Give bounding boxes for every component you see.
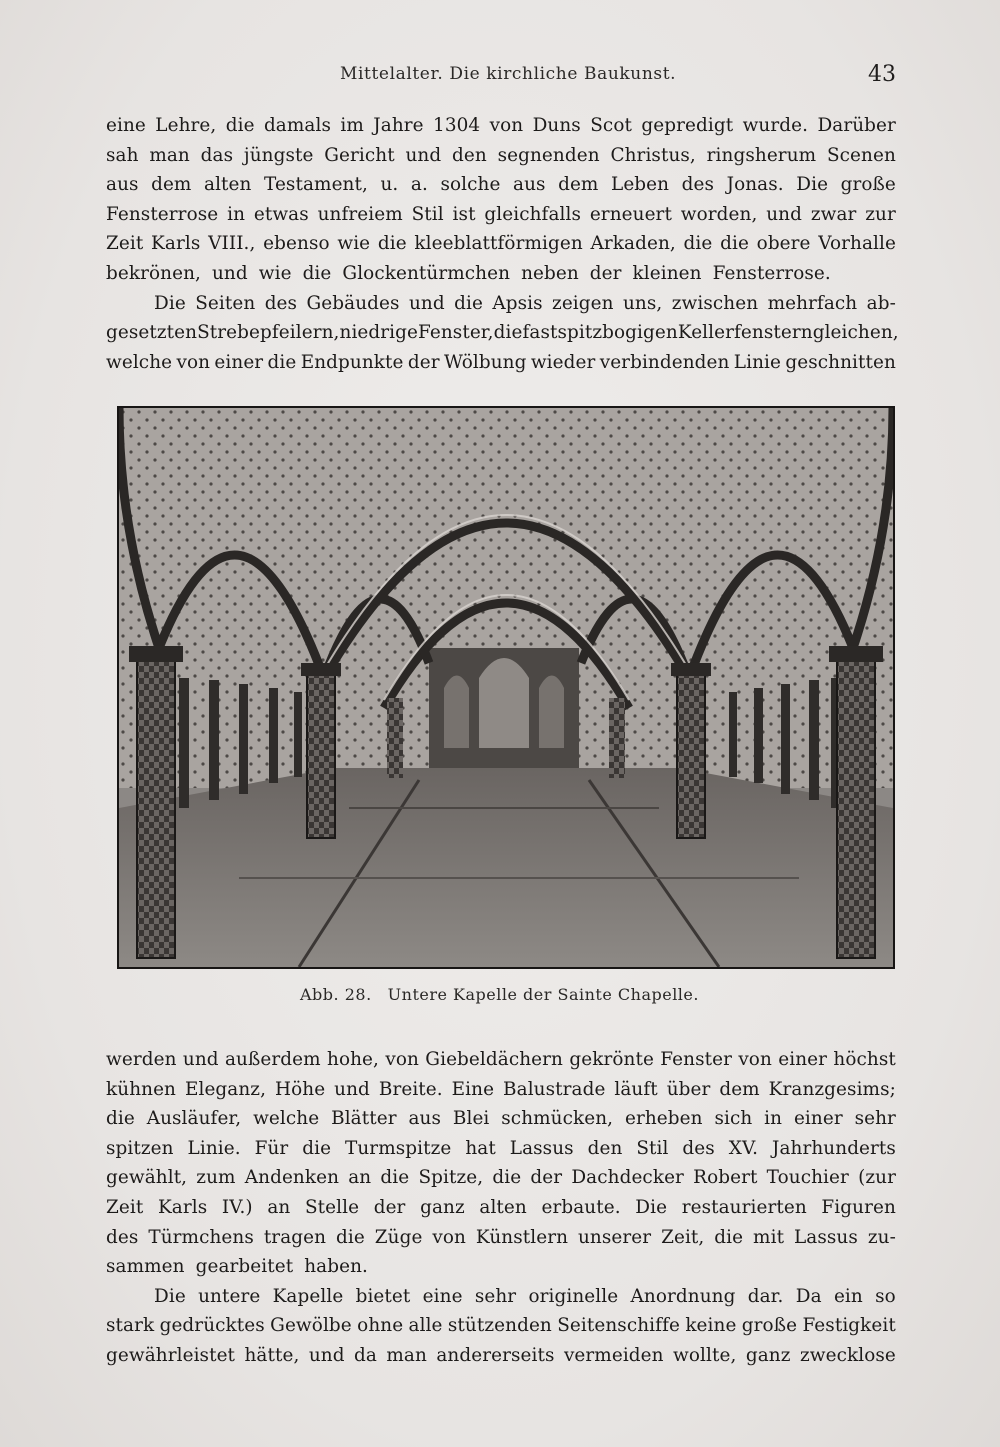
word: zwischen: [671, 292, 759, 314]
word: und: [766, 203, 802, 225]
text-line: [106, 200, 896, 230]
word: Jahrhunderts: [771, 1137, 896, 1159]
word: Gebäudes: [306, 292, 400, 314]
word: Touchier: [766, 1167, 849, 1189]
word: gewährleistet: [106, 1344, 236, 1366]
word: uns,: [622, 292, 663, 314]
word: solche: [440, 174, 501, 196]
word: eine: [106, 115, 146, 136]
word: sammen: [106, 1256, 185, 1278]
word: einer: [214, 351, 264, 373]
word: zeigen: [552, 292, 614, 314]
word: andererseits: [436, 1344, 555, 1366]
word: gekrönte: [569, 1049, 654, 1070]
word: und: [182, 1049, 219, 1070]
word: (zur: [858, 1167, 896, 1189]
word: Linie: [733, 351, 782, 373]
word: Lassus: [509, 1137, 574, 1159]
word: gepredigt: [641, 115, 734, 136]
word: die: [492, 1167, 522, 1189]
text-line: [106, 1311, 896, 1341]
word: zwecklose: [799, 1344, 896, 1366]
word: läuft: [614, 1078, 658, 1100]
word: gleichen,: [812, 322, 899, 344]
word: kühnen: [106, 1078, 177, 1100]
text-line: [106, 1075, 896, 1105]
word: einer: [793, 1108, 843, 1130]
word: Breite.: [378, 1078, 443, 1100]
word: der: [589, 262, 622, 284]
word: gesetzten: [106, 322, 198, 344]
word: wie: [337, 233, 371, 255]
word: man: [386, 1344, 427, 1366]
word: Gewölbe: [270, 1315, 352, 1337]
word: sah: [106, 144, 139, 166]
word: gewählt,: [106, 1167, 188, 1189]
word: an: [267, 1196, 291, 1218]
word: Scot: [590, 115, 632, 136]
word: außerdem: [224, 1049, 321, 1070]
word: da: [354, 1344, 377, 1366]
word: die: [225, 115, 255, 136]
word: Testament,: [264, 174, 368, 196]
word: Lehre,: [155, 115, 217, 136]
word: Stelle: [304, 1196, 360, 1218]
word: Dachdecker: [571, 1167, 684, 1189]
word: die: [302, 1137, 332, 1159]
word: etwas: [253, 203, 309, 225]
word: schmücken,: [501, 1108, 614, 1130]
word: von: [176, 351, 211, 373]
word: Festigkeit: [802, 1315, 896, 1337]
word: Wölbung: [443, 351, 527, 373]
word: die: [377, 233, 407, 255]
text-line: [106, 1223, 896, 1253]
figure-caption: [300, 985, 699, 1004]
word: spitzbogigen: [557, 322, 678, 344]
word: aus: [513, 174, 546, 196]
word: Fensterrose.: [712, 262, 831, 284]
word: zu-: [867, 1226, 896, 1248]
text-line: [106, 1104, 896, 1134]
word: verbindenden: [599, 351, 730, 373]
word: die: [380, 1167, 410, 1189]
word: den: [587, 1137, 623, 1159]
word: Andenken: [244, 1167, 340, 1189]
apse-window: [539, 676, 564, 749]
word: des: [682, 1137, 715, 1159]
word: die: [720, 233, 749, 255]
word: Glockentürmchen: [342, 262, 511, 284]
word: obere: [756, 233, 811, 255]
word: Jonas.: [726, 174, 784, 196]
word: Für: [254, 1137, 289, 1159]
word: neben: [521, 262, 579, 284]
word: Zeit: [106, 233, 144, 255]
text-line: [106, 141, 896, 171]
word: die: [106, 1108, 135, 1130]
word: und: [405, 144, 442, 166]
word: erheben: [624, 1108, 703, 1130]
word: des: [681, 174, 715, 196]
word: Endpunkte: [300, 351, 404, 373]
word: dem: [151, 174, 192, 196]
word: höchst: [833, 1049, 896, 1070]
word: alten: [204, 174, 252, 196]
word: Turmspitze: [345, 1137, 452, 1159]
word: Christus,: [610, 144, 696, 166]
word: von: [489, 115, 524, 136]
word: große: [741, 1315, 798, 1337]
word: Karls: [157, 1196, 208, 1218]
word: a.: [410, 174, 428, 196]
word: Zeit,: [661, 1226, 705, 1248]
word: ebenso: [263, 233, 330, 255]
word: unserer: [577, 1226, 652, 1248]
word: kleinen: [632, 262, 702, 284]
word: mehrfach: [767, 292, 858, 314]
word: bietet: [355, 1285, 411, 1307]
word: und: [211, 262, 248, 284]
word: Fenster: [660, 1049, 732, 1070]
word: Ausläufer,: [146, 1108, 242, 1130]
word: ganz: [745, 1344, 791, 1366]
word: Fensterrose: [106, 203, 219, 225]
word: der: [530, 1167, 563, 1189]
word: Türmchens: [148, 1226, 254, 1248]
word: untere: [198, 1285, 261, 1307]
word: dar.: [747, 1285, 784, 1307]
word: sehr: [854, 1108, 896, 1130]
word: Seiten: [195, 292, 256, 314]
word: u.: [380, 174, 399, 196]
word: haben.: [304, 1256, 368, 1278]
word: wollte,: [673, 1344, 737, 1366]
word: hohe,: [327, 1049, 379, 1070]
word: stark: [106, 1315, 155, 1337]
word: aus: [106, 174, 139, 196]
word: unfreiem: [317, 203, 403, 225]
text-line: [106, 1163, 896, 1193]
word: Eine: [451, 1078, 495, 1100]
caption-label: Abb. 28.: [300, 985, 372, 1004]
word: welche: [106, 351, 173, 373]
word: welche: [253, 1108, 320, 1130]
word: gearbeitet: [195, 1256, 294, 1278]
text-line: [106, 1134, 896, 1164]
word: keine: [685, 1315, 737, 1337]
word: und: [308, 1344, 345, 1366]
word: fast: [522, 322, 558, 344]
word: dem: [719, 1078, 760, 1100]
chapel-photograph: [119, 408, 893, 967]
word: 1304: [433, 115, 481, 136]
word: Eleganz,: [184, 1078, 267, 1100]
word: tragen: [263, 1226, 327, 1248]
word: das: [200, 144, 234, 166]
word: von: [432, 1226, 466, 1248]
word: damals: [263, 115, 331, 136]
word: die: [683, 233, 713, 255]
word: Leben: [611, 174, 670, 196]
text-line: [106, 1193, 896, 1223]
word: Kellerfenstern: [677, 322, 813, 344]
word: zum: [196, 1167, 236, 1189]
word: Die: [154, 292, 186, 314]
word: Spitze,: [418, 1167, 484, 1189]
word: gleichfalls: [484, 203, 582, 225]
word: worden,: [680, 203, 758, 225]
word: hätte,: [244, 1344, 300, 1366]
word: Die: [154, 1285, 186, 1307]
word: Scenen: [826, 144, 896, 166]
text-line: [106, 170, 896, 200]
apse-window: [444, 676, 469, 749]
word: erneuert: [589, 203, 672, 225]
word: segnenden: [497, 144, 600, 166]
body-text-lower: [106, 1045, 896, 1371]
word: Jahre: [373, 115, 424, 136]
word: werden: [106, 1049, 177, 1070]
word: der: [373, 1196, 406, 1218]
word: Blei: [452, 1108, 490, 1130]
word: Blätter: [331, 1108, 397, 1130]
word: ab-: [866, 292, 896, 314]
word: man: [149, 144, 190, 166]
word: wieder: [530, 351, 596, 373]
word: die: [454, 292, 483, 314]
word: VIII.,: [208, 233, 256, 255]
word: wie: [258, 262, 292, 284]
word: alle: [408, 1315, 443, 1337]
word: XV.: [728, 1137, 759, 1159]
word: Zeit: [106, 1196, 144, 1218]
word: Arkaden,: [590, 233, 676, 255]
word: Kranzgesims;: [768, 1078, 896, 1100]
caption-text: Untere Kapelle der Sainte Chapelle.: [387, 985, 699, 1004]
word: und: [334, 1078, 370, 1100]
word: ist: [452, 203, 476, 225]
word: die: [714, 1226, 744, 1248]
word: Die: [796, 174, 829, 196]
word: Darüber: [817, 115, 896, 136]
word: mit: [753, 1226, 785, 1248]
word: aus: [408, 1108, 441, 1130]
word: ganz: [420, 1196, 465, 1218]
word: zwar: [810, 203, 857, 225]
text-line: [106, 1282, 896, 1312]
word: Robert: [693, 1167, 758, 1189]
word: dem: [558, 174, 599, 196]
text-line: [106, 1341, 896, 1371]
word: Kapelle: [272, 1285, 344, 1307]
word: gedrücktes: [159, 1315, 265, 1337]
word: Seitenschiffe: [557, 1315, 680, 1337]
word: die: [267, 351, 297, 373]
word: des: [106, 1226, 139, 1248]
word: sich: [714, 1108, 753, 1130]
word: Stil: [411, 203, 444, 225]
word: ohne: [357, 1315, 404, 1337]
word: zur: [865, 203, 896, 225]
word: im: [340, 115, 364, 136]
word: Künstlern: [475, 1226, 569, 1248]
text-line: [106, 318, 899, 348]
word: Apsis: [492, 292, 543, 314]
word: Balustrade: [503, 1078, 606, 1100]
word: geschnitten: [785, 351, 896, 373]
word: des: [264, 292, 298, 314]
word: große: [840, 174, 896, 196]
word: Duns: [532, 115, 581, 136]
word: an: [348, 1167, 372, 1189]
text-line: [106, 348, 896, 378]
text-line: [106, 289, 896, 319]
word: restaurierten: [681, 1196, 807, 1218]
word: die: [335, 1226, 365, 1248]
word: alten: [479, 1196, 527, 1218]
word: den: [452, 144, 487, 166]
word: ein: [833, 1285, 863, 1307]
word: bekrönen,: [106, 262, 201, 284]
word: von: [385, 1049, 419, 1070]
text-line: [106, 1252, 896, 1282]
word: in: [227, 203, 246, 225]
word: und: [408, 292, 445, 314]
word: Karls: [151, 233, 201, 255]
word: originelle: [528, 1285, 619, 1307]
word: Die: [635, 1196, 668, 1218]
word: der: [407, 351, 440, 373]
word: jüngste: [243, 144, 314, 166]
word: Giebeldächern: [425, 1049, 563, 1070]
word: Züge: [374, 1226, 423, 1248]
word: Da: [795, 1285, 822, 1307]
word: wurde.: [742, 115, 809, 136]
word: Anordnung: [630, 1285, 736, 1307]
text-line: [106, 1045, 896, 1075]
word: so: [875, 1285, 896, 1307]
word: Gericht: [324, 144, 395, 166]
word: Fenster,: [418, 322, 494, 344]
running-title: Mittelalter. Die kirchliche Baukunst.: [340, 64, 677, 84]
word: Figuren: [821, 1196, 896, 1218]
word: kleeblattförmigen: [414, 233, 583, 255]
page-number: 43: [868, 62, 896, 87]
word: ringsherum: [706, 144, 817, 166]
word: eine: [422, 1285, 463, 1307]
floor: [119, 768, 893, 967]
word: IV.): [221, 1196, 253, 1218]
word: über: [666, 1078, 711, 1100]
word: erbaute.: [541, 1196, 621, 1218]
word: Vorhalle: [818, 233, 896, 255]
word: hat: [465, 1137, 496, 1159]
apse-window: [479, 658, 529, 748]
word: die: [302, 262, 332, 284]
word: einer: [778, 1049, 828, 1070]
word: Stil: [636, 1137, 669, 1159]
word: Höhe: [274, 1078, 326, 1100]
illustration-lower-chapel: [117, 406, 895, 969]
word: stützenden: [447, 1315, 552, 1337]
word: Linie.: [187, 1137, 241, 1159]
word: die: [493, 322, 523, 344]
text-line: [106, 111, 896, 141]
body-text-upper: [106, 111, 899, 377]
text-line: [106, 259, 896, 289]
word: spitzen: [106, 1137, 174, 1159]
text-line: [106, 229, 896, 259]
word: Lassus: [793, 1226, 858, 1248]
word: niedrige: [339, 322, 419, 344]
word: vermeiden: [563, 1344, 664, 1366]
word: Strebepfeilern,: [197, 322, 340, 344]
word: sehr: [474, 1285, 517, 1307]
word: in: [764, 1108, 783, 1130]
running-head: [0, 62, 1000, 92]
word: von: [738, 1049, 772, 1070]
